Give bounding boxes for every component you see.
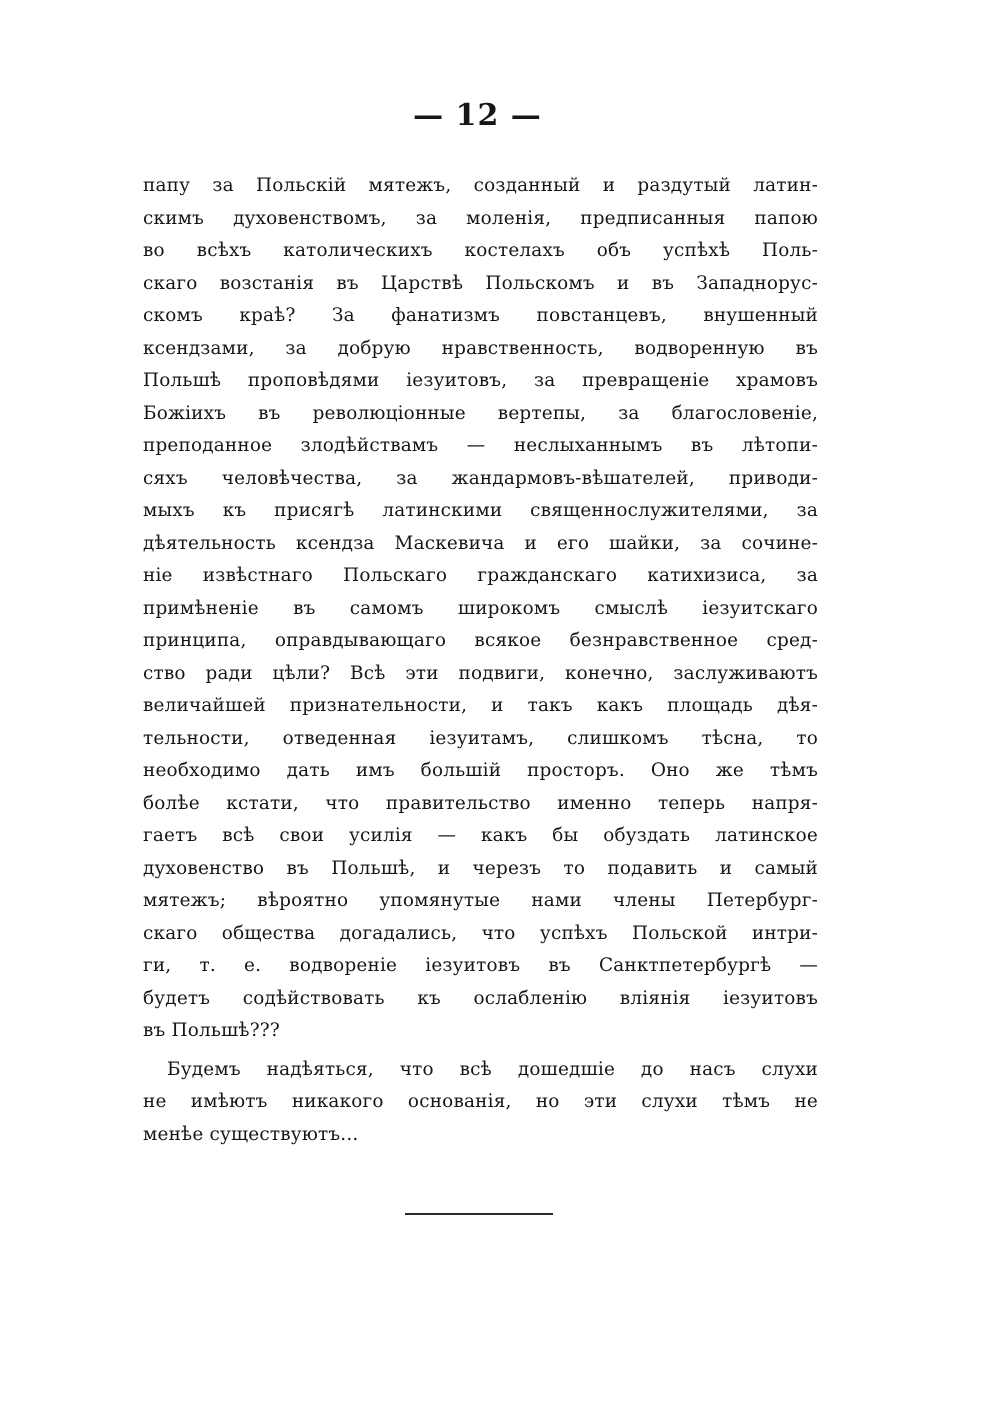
text-line: духовенство въ Польшѣ, и черезъ то подавить и самый [143, 857, 818, 879]
text-line: менѣе существуютъ... [143, 1123, 359, 1145]
text-line: необходимо дать имъ большій просторъ. Оно же тѣмъ [143, 760, 818, 781]
text-line: болѣе кстати, что правительство именно теперь напря- [143, 792, 818, 814]
text-line: величайшей признательности, и такъ какъ площадь дѣя- [143, 695, 818, 716]
text-line: скаго возстанія въ Царствѣ Польскомъ и въ Западнорус- [143, 272, 818, 294]
text-line: ксендзами, за добрую нравственность, водворенную въ [143, 337, 818, 359]
text-line: не имѣютъ никакого основанія, но эти слухи тѣмъ не [143, 1091, 818, 1112]
text-line: въ Польшѣ??? [143, 1020, 280, 1041]
text-line: преподанное злодѣйствамъ — неслыханнымъ въ лѣтопи- [143, 435, 818, 456]
text-line: папу за Польскій мятежъ, созданный и раздутый латин- [143, 175, 818, 196]
text-line: Польшѣ проповѣдями іезуитовъ, за превращеніе храмовъ [143, 370, 818, 391]
text-line: ство ради цѣли? Всѣ эти подвиги, конечно, заслуживаютъ [143, 662, 818, 684]
text-line: гаетъ всѣ свои усилія — какъ бы обуздать латинское [143, 825, 818, 846]
text-line: мятежъ; вѣроятно упомянутые нами члены Петербург- [143, 890, 818, 911]
text-line: мыхъ къ присягѣ латинскими священнослужителями, за [143, 500, 818, 521]
text-line: будетъ содѣйствовать къ ослабленію вліянія іезуитовъ [143, 987, 818, 1009]
text-line: скимъ духовенствомъ, за моленія, предписанныя папою [143, 207, 818, 229]
text-line: скаго общества догадались, что успѣхъ Польской интри- [143, 922, 818, 944]
text-line: во всѣхъ католическихъ костелахъ объ успѣхѣ Поль- [143, 240, 818, 261]
text-line: тельности, отведенная іезуитамъ, слишкомъ тѣсна, то [143, 727, 818, 749]
text-line: сяхъ человѣчества, за жандармовъ-вѣшателей, приводи- [143, 467, 818, 489]
text-line: примѣненіе въ самомъ широкомъ смыслѣ іезуитскаго [143, 597, 818, 619]
page-number: — 12 — [413, 98, 542, 133]
text-line: Будемъ надѣяться, что всѣ дошедшіе до насъ слухи [167, 1058, 818, 1080]
text-line: принципа, оправдывающаго всякое безнравственное сред- [143, 630, 818, 651]
section-separator-rule [405, 1213, 553, 1215]
text-line: ги, т. е. водвореніе іезуитовъ въ Санктпетербургѣ — [143, 955, 818, 976]
body-text [143, 170, 818, 1151]
text-line: Божіихъ въ революціонные вертепы, за благословеніе, [143, 402, 818, 424]
text-line: дѣятельность ксендза Маскевича и его шайки, за сочине- [143, 532, 818, 554]
paragraph-2 [143, 1054, 818, 1152]
text-line: ніе извѣстнаго Польскаго гражданскаго катихизиса, за [143, 565, 818, 586]
paragraph-1 [143, 170, 818, 1048]
text-line: скомъ краѣ? За фанатизмъ повстанцевъ, внушенный [143, 305, 818, 326]
